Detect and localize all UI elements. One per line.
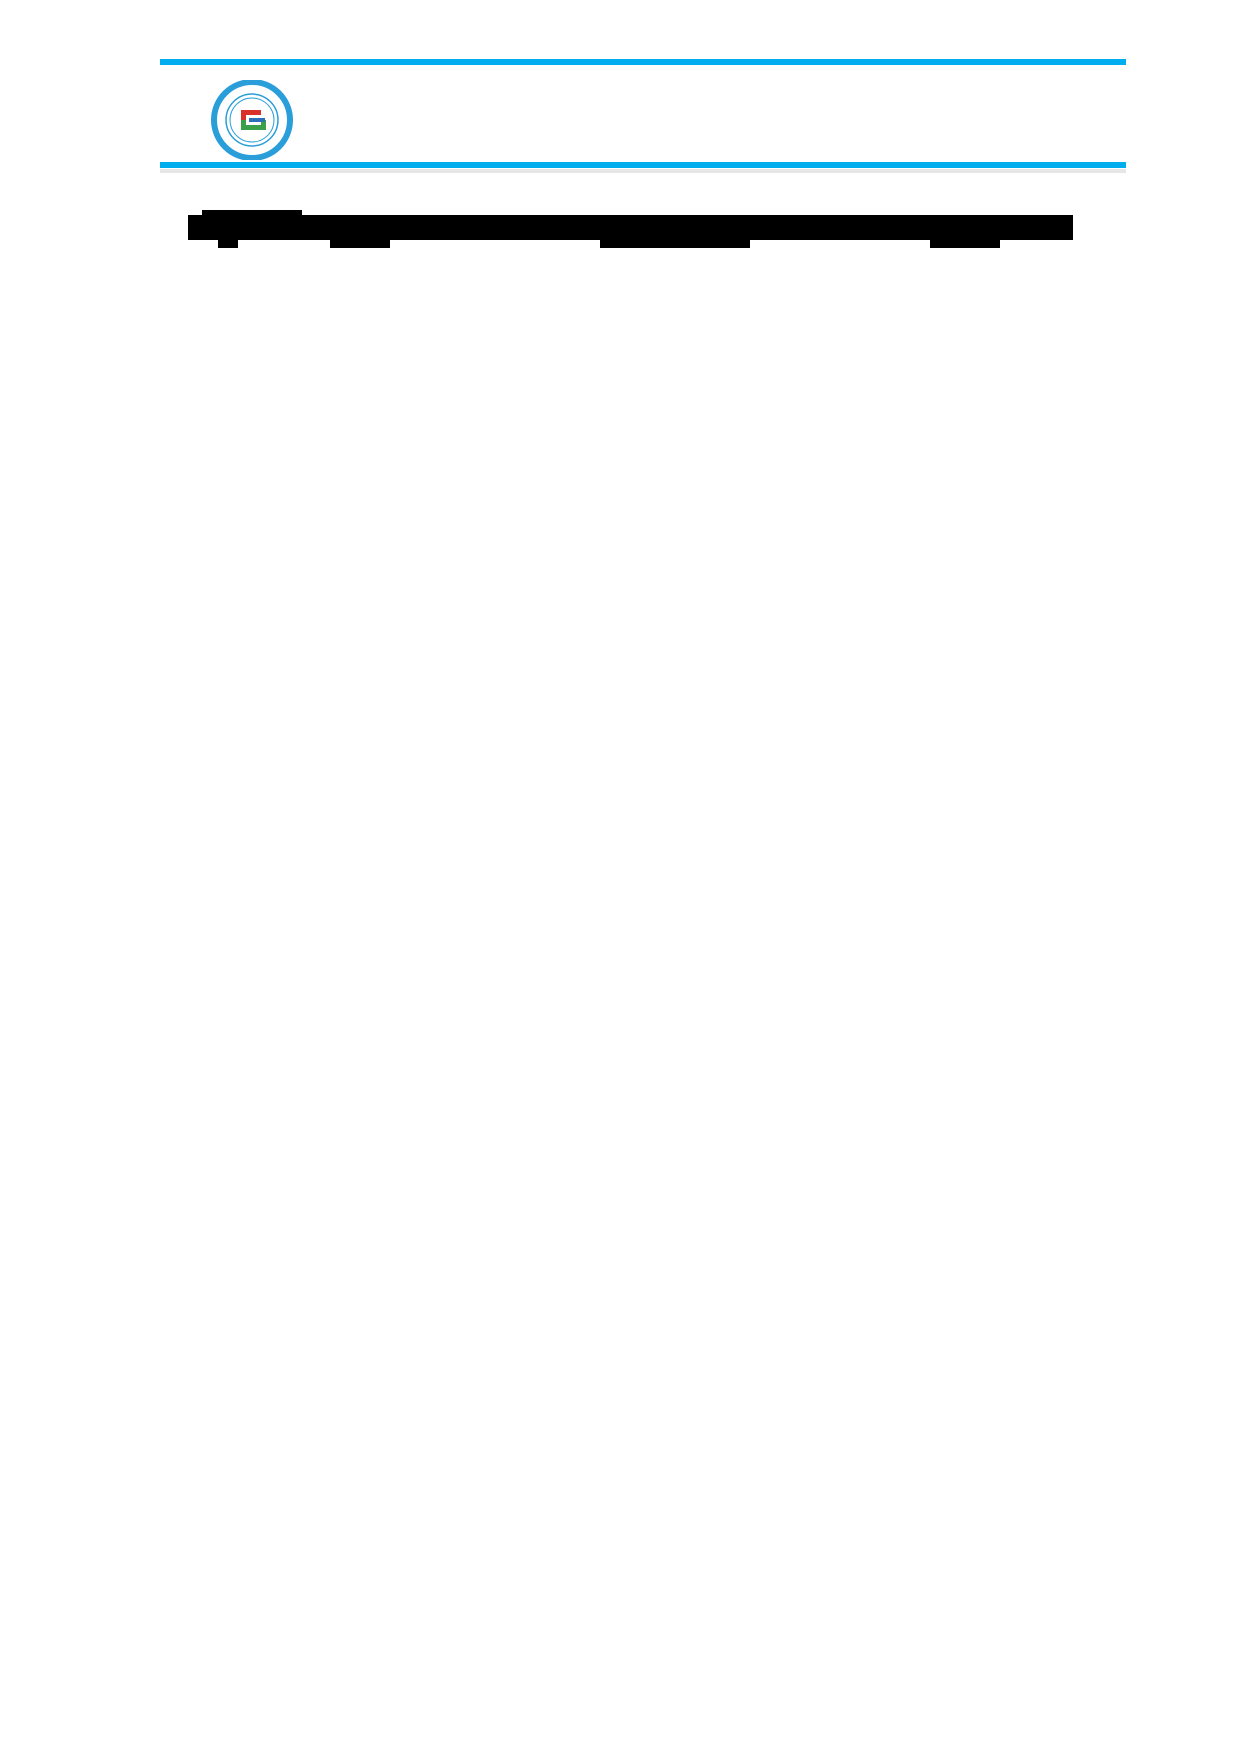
header-bottom-rule (160, 162, 1126, 168)
header-shadow (160, 169, 1126, 173)
header-top-rule (160, 59, 1126, 65)
counsenesia-logo-icon (205, 80, 300, 160)
